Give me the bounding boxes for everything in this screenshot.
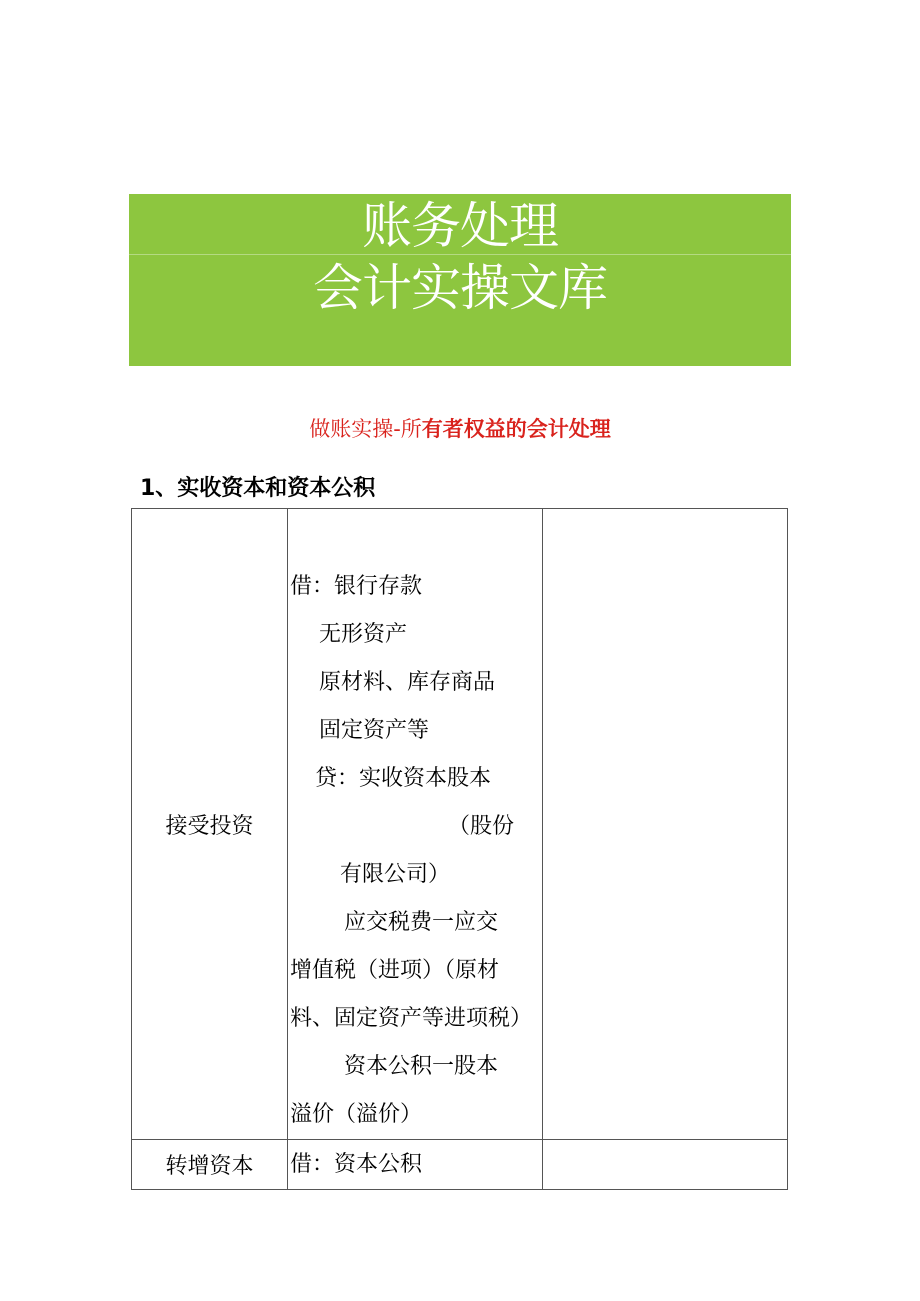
entry-line: 无形资产 — [319, 622, 408, 647]
entry-line: 料、固定资产等进项税） — [290, 1006, 533, 1031]
entry-line: 借：银行存款 — [290, 574, 423, 599]
subtitle-bold: 有者权益的会计处理 — [421, 417, 611, 441]
note-cell — [543, 509, 788, 1140]
entry-line: 溢价（溢价） — [290, 1102, 423, 1127]
entry-line: 资本公积一股本 — [344, 1054, 499, 1079]
entry-line: 原材料、库存商品 — [319, 670, 496, 695]
entry-cell — [288, 1140, 543, 1190]
entry-line: 贷：实收资本股本 — [315, 766, 492, 791]
section-heading: 1、实收资本和资本公积 — [140, 476, 376, 501]
entry-cell — [288, 509, 543, 1140]
entry-line: 应交税费一应交 — [344, 910, 499, 935]
document-subtitle — [0, 412, 920, 446]
table-row — [132, 509, 788, 1140]
entry-line: 增值税（进项）（原材 — [290, 958, 500, 983]
row-label: 接受投资 — [132, 509, 288, 1140]
subtitle-normal: 做账实操-所 — [309, 417, 422, 441]
entry-line: 借：资本公积 — [290, 1151, 423, 1177]
entry-line: 有限公司） — [340, 862, 451, 887]
banner-title-line1: 账务处理 — [362, 197, 558, 255]
entry-line: （股份 — [448, 814, 515, 839]
note-cell — [543, 1140, 788, 1190]
journal-entry-table — [131, 508, 788, 1190]
row-label: 转增资本 — [132, 1140, 288, 1190]
banner-title-line2: 会计实操文库 — [313, 259, 607, 317]
entry-line: 固定资产等 — [319, 718, 430, 743]
table-row — [132, 1140, 788, 1190]
entry-lines — [288, 509, 542, 1139]
